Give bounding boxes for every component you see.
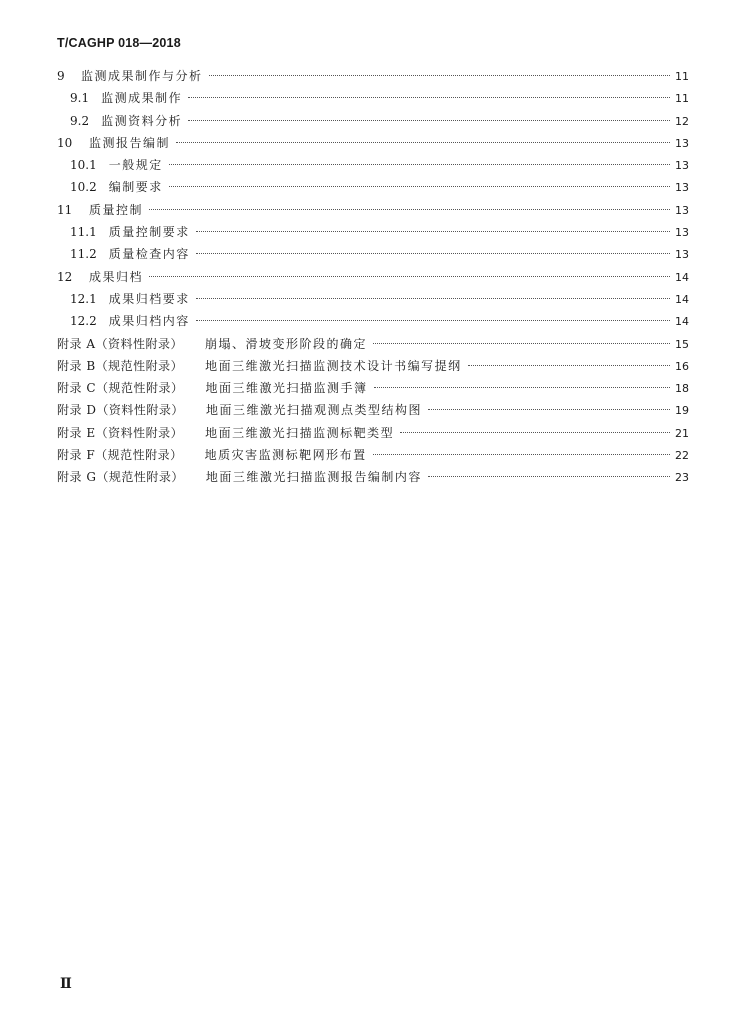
- toc-entry-number: 11: [57, 202, 73, 217]
- appendix-title: 地面三维激光扫描监测手簿: [205, 381, 368, 396]
- toc-entry-page: 13: [675, 226, 689, 240]
- toc-entry-title: 成果归档内容: [108, 314, 190, 329]
- toc-entry-page: 13: [675, 248, 689, 262]
- toc-entry-number: 11.1: [70, 225, 97, 240]
- dot-leader: [374, 387, 670, 388]
- toc-entry-title: 质量控制要求: [108, 225, 190, 240]
- dot-leader: [149, 209, 670, 210]
- toc-entry-page: 13: [675, 159, 689, 173]
- toc-entry-number: 9.2: [70, 113, 90, 128]
- appendix-entry[interactable]: [57, 466, 689, 488]
- toc-entry[interactable]: [57, 199, 689, 221]
- appendix-label: 附录 B（规范性附录）: [57, 358, 184, 373]
- dot-leader: [373, 343, 670, 344]
- dot-leader: [428, 409, 670, 410]
- appendix-entry[interactable]: [57, 399, 689, 421]
- toc-entry-title: 质量控制: [89, 202, 144, 217]
- appendix-page: 22: [675, 449, 689, 463]
- toc-entry-number: 10.1: [70, 158, 97, 173]
- toc-entry-page: 14: [675, 315, 689, 329]
- dot-leader: [188, 120, 670, 121]
- appendix-label: 附录 D（资料性附录）: [57, 403, 184, 418]
- document-id-header: T/CAGHP 018—2018: [57, 36, 181, 50]
- appendix-entry[interactable]: [57, 444, 689, 466]
- toc-entry-number: 11.2: [70, 247, 97, 262]
- dot-leader: [196, 298, 670, 299]
- toc-entry[interactable]: [57, 310, 689, 332]
- appendix-label: 附录 A（资料性附录）: [57, 336, 183, 351]
- toc-entry-page: 13: [675, 136, 689, 150]
- appendix-entry[interactable]: [57, 355, 689, 377]
- toc-entry[interactable]: [57, 65, 689, 87]
- toc-entry[interactable]: [57, 266, 689, 288]
- appendix-page: 21: [675, 426, 689, 440]
- appendix-entry[interactable]: [57, 422, 689, 444]
- toc-entry-number: 10: [57, 135, 73, 150]
- toc-entry-title: 一般规定: [108, 158, 163, 173]
- toc-entry-page: 13: [675, 181, 689, 195]
- toc-entry-number: 9.1: [70, 91, 90, 106]
- table-of-contents: [57, 65, 689, 489]
- toc-entry[interactable]: [57, 288, 689, 310]
- toc-entry-page: 12: [675, 114, 689, 128]
- toc-entry-page: 14: [675, 292, 689, 306]
- appendix-title: 地面三维激光扫描监测技术设计书编写提纲: [205, 358, 462, 373]
- toc-entry-title: 监测成果制作与分析: [81, 69, 203, 83]
- toc-entry[interactable]: [57, 221, 689, 243]
- dot-leader: [428, 476, 670, 477]
- toc-entry-page: 13: [675, 203, 689, 217]
- dot-leader: [196, 231, 670, 232]
- appendix-label: 附录 F（规范性附录）: [57, 448, 183, 463]
- dot-leader: [196, 320, 670, 321]
- dot-leader: [209, 75, 670, 76]
- toc-entry-number: 12.2: [70, 314, 97, 329]
- toc-entry-number: 12: [57, 269, 73, 284]
- appendix-label: 附录 G（规范性附录）: [57, 470, 184, 485]
- appendix-page: 23: [675, 471, 689, 485]
- dot-leader: [373, 454, 670, 455]
- toc-entry[interactable]: [57, 154, 689, 176]
- appendix-label: 附录 E（资料性附录）: [57, 425, 184, 440]
- toc-entry-title: 成果归档要求: [108, 291, 190, 306]
- toc-entry-title: 监测报告编制: [89, 135, 171, 150]
- toc-entry-page: 11: [675, 70, 689, 83]
- appendix-entry[interactable]: [57, 333, 689, 355]
- toc-entry-title: 质量检查内容: [108, 247, 190, 262]
- dot-leader: [149, 276, 670, 277]
- dot-leader: [176, 142, 670, 143]
- appendix-title: 地面三维激光扫描监测报告编制内容: [205, 470, 422, 485]
- toc-entry[interactable]: [57, 110, 689, 132]
- appendix-page: 19: [675, 404, 689, 418]
- toc-entry[interactable]: [57, 132, 689, 154]
- toc-entry-page: 11: [675, 92, 689, 106]
- page-number-footer: Ⅱ: [60, 977, 72, 992]
- toc-entry-number: 12.1: [70, 291, 97, 306]
- dot-leader: [400, 432, 670, 433]
- dot-leader: [468, 365, 670, 366]
- dot-leader: [196, 253, 670, 254]
- dot-leader: [169, 164, 670, 165]
- appendix-entry[interactable]: [57, 377, 689, 399]
- appendix-title: 地质灾害监测标靶网形布置: [204, 448, 367, 463]
- toc-entry-title: 监测资料分析: [101, 113, 183, 128]
- appendix-page: 16: [675, 359, 689, 373]
- toc-entry-number: 10.2: [70, 180, 97, 195]
- dot-leader: [169, 186, 670, 187]
- appendix-page: 15: [675, 337, 689, 351]
- toc-entry[interactable]: [57, 87, 689, 109]
- appendix-label: 附录 C（规范性附录）: [57, 381, 184, 396]
- toc-entry[interactable]: [57, 243, 689, 265]
- toc-entry-page: 14: [675, 270, 689, 284]
- appendix-title: 地面三维激光扫描观测点类型结构图: [205, 403, 422, 418]
- appendix-title: 崩塌、滑坡变形阶段的确定: [204, 336, 367, 351]
- toc-entry-title: 编制要求: [108, 180, 163, 195]
- toc-entry-title: 成果归档: [89, 269, 144, 284]
- toc-entry-number: 9: [57, 69, 65, 83]
- appendix-page: 18: [675, 382, 689, 396]
- toc-entry[interactable]: [57, 176, 689, 198]
- appendix-title: 地面三维激光扫描监测标靶类型: [205, 425, 395, 440]
- toc-entry-title: 监测成果制作: [101, 91, 183, 106]
- dot-leader: [188, 97, 670, 98]
